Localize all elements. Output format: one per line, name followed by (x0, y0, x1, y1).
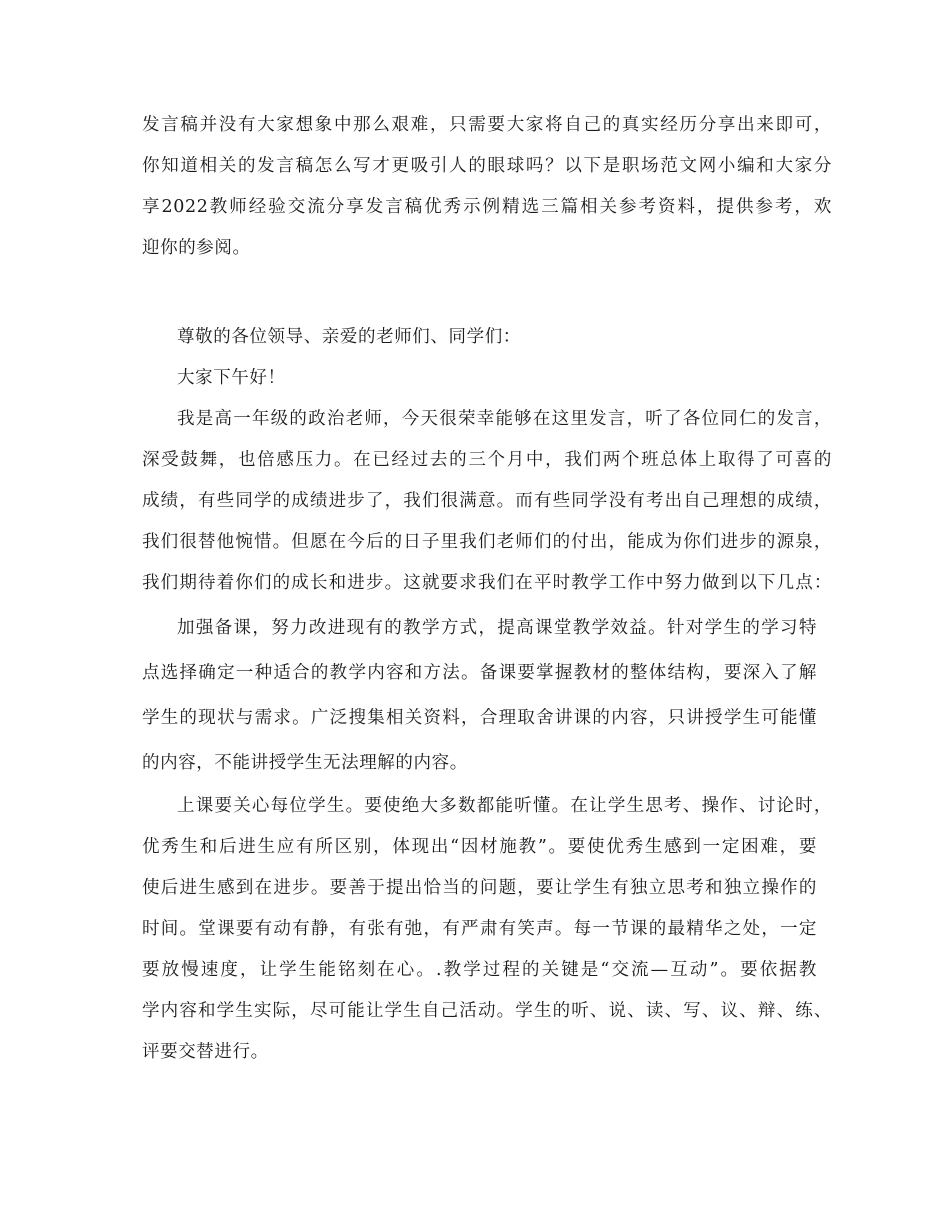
paragraph-line: 我们期待着你们的成长和进步。这就要求我们在平时教学工作中努力做到以下几点： (142, 573, 832, 593)
paragraph-line: 评要交替进行。 (142, 1042, 269, 1062)
speech-salutation: 尊敬的各位领导、亲爱的老师们、同学们： (177, 327, 521, 347)
paragraph-line: 加强备课，努力改进现有的教学方式，提高课堂教学效益。针对学生的学习特 (177, 618, 817, 638)
paragraph-line: 我是高一年级的政治老师，今天很荣幸能够在这里发言，听了各位同仁的发言， (177, 409, 832, 429)
paragraph-line: 的内容，不能讲授学生无法理解的内容。 (142, 753, 468, 773)
paragraph-line: 时间。堂课要有动有静，有张有弛，有严肃有笑声。每一节课的最精华之处，一定 (142, 919, 817, 939)
paragraph-line: 我们很替他惋惜。但愿在今后的日子里我们老师们的付出，能成为你们进步的源泉， (142, 532, 832, 552)
paragraph-line: 成绩，有些同学的成绩进步了，我们很满意。而有些同学没有考出自己理想的成绩， (142, 491, 832, 511)
paragraph-line: 深受鼓舞，也倍感压力。在已经过去的三个月中，我们两个班总体上取得了可喜的 (142, 450, 832, 470)
intro-line: 迎你的参阅。 (142, 238, 251, 258)
paragraph-line: 学生的现状与需求。广泛搜集相关资料，合理取舍讲课的内容，只讲授学生可能懂 (142, 708, 817, 728)
paragraph-line: 上课要关心每位学生。要使绝大多数都能听懂。在让学生思考、操作、讨论时， (177, 796, 832, 816)
paragraph-line: 优秀生和后进生应有所区别，体现出“因材施教”。要使优秀生感到一定困难，要 (142, 837, 817, 857)
paragraph-line: 使后进生感到在进步。要善于提出恰当的问题，要让学生有独立思考和独立操作的 (142, 878, 817, 898)
paragraph-line: 要放慢速度，让学生能铭刻在心。.教学过程的关键是“交流—互动”。要依据教 (142, 960, 817, 980)
speech-greeting: 大家下午好！ (177, 368, 286, 388)
intro-line: 发言稿并没有大家想象中那么艰难，只需要大家将自己的真实经历分享出来即可， (142, 115, 832, 135)
intro-line: 你知道相关的发言稿怎么写才更吸引人的眼球吗？以下是职场范文网小编和大家分 (142, 156, 832, 176)
intro-line: 享2022教师经验交流分享发言稿优秀示例精选三篇相关参考资料，提供参考，欢 (142, 197, 832, 217)
paragraph-line: 学内容和学生实际，尽可能让学生自己活动。学生的听、说、读、写、议、辩、练、 (142, 1001, 832, 1021)
paragraph-line: 点选择确定一种适合的教学内容和方法。备课要掌握教材的整体结构，要深入了解 (142, 663, 817, 683)
